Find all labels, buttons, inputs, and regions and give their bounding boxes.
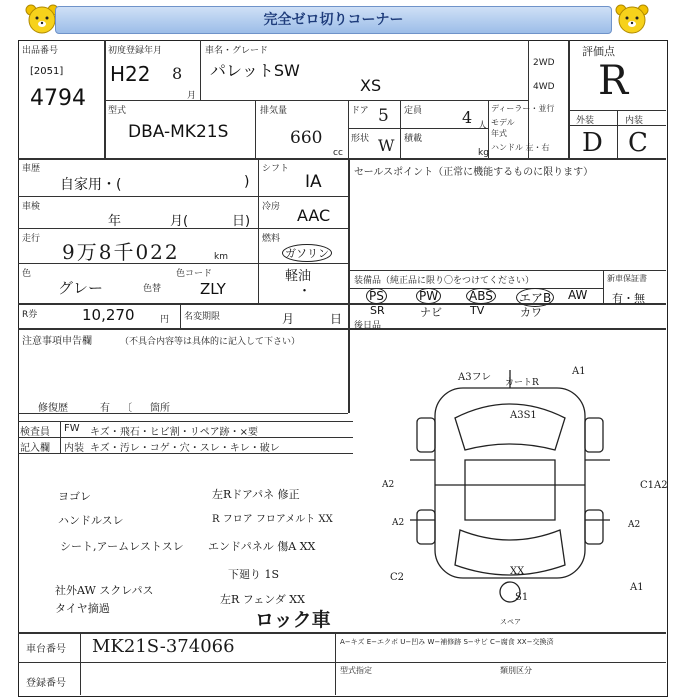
note-left-2: ハンドルスレ	[58, 514, 124, 527]
notes-label: 注意事項申告欄	[22, 336, 92, 347]
mileage-value: 9万8千022	[62, 240, 180, 264]
color-sub-label: 色替	[143, 284, 162, 294]
doors-value: 5	[378, 106, 389, 126]
doors-label: ドア	[351, 106, 369, 116]
recycle-label: R券	[22, 310, 38, 320]
dealer-line1: ディーラー・並行	[491, 104, 555, 113]
lot-number: 4794	[30, 86, 86, 111]
mark-a3s1: A3S1	[510, 410, 537, 421]
equipment-label: 装備品（純正品に限り〇をつけてください）	[354, 276, 535, 286]
mark-a2-right: A2	[628, 520, 641, 530]
sales-point-label: セールスポイント（正常に機能するものに限ります）	[354, 167, 594, 178]
banner-title: 完全ゼロ切りコーナー	[55, 6, 612, 34]
shift-value: IA	[305, 172, 322, 192]
note-right-4: 下廻り 1S	[228, 568, 280, 581]
equipment-leather: カワ	[520, 306, 542, 319]
fuel-label: 燃料	[262, 234, 281, 244]
shape-value: W	[378, 136, 395, 155]
chassis-label: 車台番号	[26, 644, 66, 655]
equipment-navi: ナビ	[420, 306, 442, 319]
note-right-5: 左R フェンダ XX	[220, 593, 305, 606]
displacement-label: 排気量	[260, 106, 288, 116]
header-bar	[0, 0, 700, 40]
rating-score: R	[598, 58, 629, 104]
inspector-fw-label: FW	[64, 423, 80, 434]
displacement-value: 660	[290, 128, 323, 148]
name-change-label: 名変期限	[184, 312, 221, 322]
color-label: 色	[22, 269, 32, 279]
mascot-bear-right-icon	[612, 2, 652, 38]
inspection-day: 日)	[232, 214, 251, 229]
note-left-5: タイヤ摘過	[55, 602, 110, 615]
repair-label: 修復歴	[38, 403, 68, 414]
mark-cabin: カートR	[505, 378, 539, 388]
notes-sub: （不具合内容等は具体的に記入して下さい）	[120, 337, 301, 347]
dealer-line3: 年式	[491, 129, 507, 138]
registration-month: 8	[172, 64, 183, 83]
equipment-pw: PW	[416, 288, 441, 304]
load-unit: kg	[478, 148, 489, 158]
name-change-month: 月	[282, 312, 295, 326]
lock-car-note: ロック車	[255, 609, 331, 631]
inspector-fw: キズ・飛石・ヒビ割・リペア跡・×要	[90, 427, 258, 438]
mark-s1: S1	[515, 592, 529, 603]
dealer-line2: モデル	[491, 118, 515, 127]
drive-2wd: 2WD	[533, 58, 555, 68]
mark-a1-top: A1	[572, 366, 586, 377]
drive-4wd: 4WD	[533, 82, 555, 92]
model-label: 車名・グレード	[205, 46, 269, 56]
history-label: 車歴	[22, 164, 41, 174]
capacity-value: 4	[462, 108, 473, 127]
rating-ext: D	[582, 128, 603, 158]
mark-a1-rear: A1	[630, 582, 644, 593]
mark-a2-left: A2	[382, 480, 395, 490]
rating-int: C	[628, 128, 648, 158]
chassis-value: MK21S-374066	[92, 636, 235, 657]
legend-text: A−キズ E−エクボ U−凹み W−補修跡 S−サビ C−腐食 XX−交換済	[340, 638, 554, 646]
note-left-4: 社外AW スクレパス	[55, 584, 154, 597]
model-name: パレットSW	[210, 61, 300, 80]
shape-label: 形状	[351, 134, 370, 144]
legend-code-label: 型式指定	[340, 666, 372, 675]
inspection-month: 月(	[170, 214, 189, 229]
mark-spare: スペア	[500, 618, 521, 626]
note-left-1: ヨゴレ	[58, 490, 91, 503]
mark-c1a2: C1A2	[640, 480, 668, 491]
displacement-unit: cc	[333, 148, 343, 158]
equipment-tv: TV	[470, 304, 485, 317]
load-label: 積載	[404, 134, 423, 144]
color-value: グレー	[58, 279, 104, 297]
type-label: 型式	[108, 106, 127, 116]
mark-c2: C2	[390, 572, 405, 583]
name-change-day: 日	[330, 312, 343, 326]
repair-bracket: 〔	[122, 403, 132, 414]
note-left-3: シート,アームレストスレ	[60, 540, 184, 553]
equipment-abs: ABS	[466, 288, 496, 304]
equipment-airbag: エアB	[516, 288, 554, 307]
lot-code: [2051]	[30, 66, 64, 77]
rating-ext-label: 外装	[576, 116, 595, 126]
aircon-label: 冷房	[262, 202, 281, 212]
repair-place: 箇所	[150, 403, 170, 414]
inspection-year: 年	[108, 214, 122, 229]
inspector-in-label: 内装	[64, 443, 84, 454]
history-close: )	[244, 174, 250, 190]
repair-value: 有	[100, 403, 110, 414]
warranty-label: 新車保証書	[607, 274, 647, 283]
note-right-3: エンドパネル 傷A XX	[208, 540, 316, 553]
fuel-dot: ・	[298, 284, 312, 299]
legend-class-label: 類別区分	[500, 666, 532, 675]
mileage-unit: km	[214, 252, 228, 262]
model-grade: XS	[360, 76, 382, 95]
inspector-in: キズ・汚レ・コゲ・穴・スレ・キレ・破レ	[90, 443, 280, 454]
rating-label: 評価点	[582, 45, 615, 58]
capacity-unit: 人	[478, 121, 488, 131]
equipment-aw: AW	[568, 288, 588, 302]
dealer-line4: ハンドル 左・右	[491, 143, 550, 152]
inspector-label1: 検査員	[20, 427, 50, 438]
fuel-diesel: 軽油	[285, 269, 312, 284]
inspection-label: 車検	[22, 202, 41, 212]
color-code-label: 色コード	[176, 269, 213, 279]
capacity-label: 定員	[404, 106, 423, 116]
aircon-value: AAC	[297, 206, 331, 225]
recycle-unit: 円	[160, 315, 170, 325]
note-right-2: R フロア フロアメルト XX	[212, 514, 333, 525]
car-damage-diagram	[395, 360, 635, 625]
registration-month-unit: 月	[187, 91, 197, 101]
delivery-label: 後日品	[354, 321, 382, 331]
recycle-value: 10,270	[82, 306, 135, 324]
registration-era: H22	[110, 62, 151, 86]
reg-number-label: 登録番号	[26, 678, 66, 689]
mileage-label: 走行	[22, 234, 41, 244]
mark-xx: XX	[510, 566, 525, 577]
mark-a2-mid: A2	[392, 518, 405, 528]
note-right-1: 左Rドアパネ 修正	[212, 488, 300, 501]
fuel-gas: ガソリン	[282, 244, 332, 262]
equipment-ps: PS	[366, 288, 387, 304]
shift-label: シフト	[262, 164, 290, 174]
lot-label: 出品番号	[22, 46, 59, 56]
type-value: DBA-MK21S	[128, 122, 229, 142]
color-code: ZLY	[200, 280, 226, 298]
rating-int-label: 内装	[625, 116, 644, 126]
mark-a3fl: A3フレ	[458, 372, 492, 383]
history-value: 自家用・(	[60, 177, 122, 193]
registration-label: 初度登録年月	[108, 46, 163, 56]
warranty-value: 有・無	[612, 292, 645, 305]
equipment-sr: SR	[370, 304, 385, 317]
inspector-label2: 記入欄	[20, 443, 50, 454]
